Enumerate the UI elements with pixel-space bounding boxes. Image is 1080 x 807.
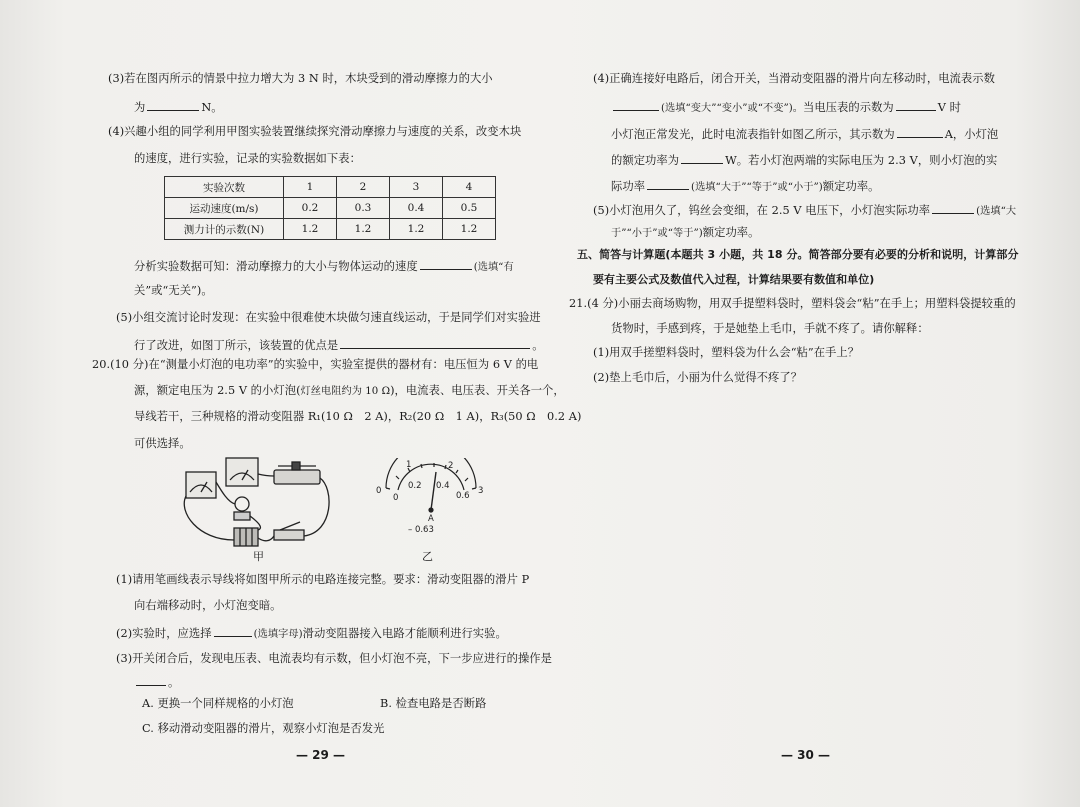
dial-terminals: – 0.63 (408, 525, 434, 535)
answer-blank (613, 99, 659, 111)
q19-4-line4: 关”或“无关”)。 (134, 284, 213, 297)
q20-line3: 导线若干，三种规格的滑动变阻器 R₁(10 Ω 2 A)，R₂(20 Ω 1 A)，R₃(50 Ω 0.2 A) (134, 410, 582, 423)
dial-label: 3 (478, 486, 484, 496)
dial-unit: A (428, 514, 434, 524)
q21-line1: 21.(4 分)小丽去商场购物，用双手提塑料袋时，塑料袋会“粘”在手上；用塑料袋提较重的 (569, 297, 1016, 310)
option-b: B. 检查电路是否断路 (380, 697, 487, 710)
option-a: A. 更换一个同样规格的小灯泡 (142, 697, 294, 710)
answer-blank (896, 99, 936, 111)
q20-1-line1: (1)请用笔画线表示导线将如图甲所示的电路连接完整。要求：滑动变阻器的滑片 P (116, 573, 530, 586)
q21-sub1: (1)用双手搓塑料袋时，塑料袋为什么会“粘”在手上？ (593, 346, 860, 359)
option-c: C. 移动滑动变阻器的滑片，观察小灯泡是否发光 (142, 722, 385, 735)
q20-4-line1: (4)正确连接好电路后，闭合开关，当滑动变阻器的滑片向左移动时，电流表示数 (593, 72, 995, 85)
dial-label: 0.2 (408, 481, 422, 491)
answer-blank (897, 126, 943, 138)
table-cell: 0.3 (337, 198, 390, 219)
q20-5-line1: (5)小灯泡用久了，钨丝会变细，在 2.5 V 电压下，小灯泡实际功率 (选填“大 (593, 204, 1017, 217)
table-cell: 1.2 (443, 219, 496, 240)
q19-5-line1: (5)小组交流讨论时发现：在实验中很难使木块做匀速直线运动，于是同学们对实验进 (116, 311, 541, 324)
table-cell: 实验次数 (165, 177, 284, 198)
figure-caption-jia: 甲 (253, 550, 264, 563)
page-number-right: — 30 — (781, 748, 831, 762)
q20-line1: 20.(10 分)在“测量小灯泡的电功率”的实验中，实验室提供的器材有：电压恒为 6 V 的电 (92, 358, 539, 371)
table-cell: 0.4 (390, 198, 443, 219)
q20-line2: 源，额定电压为 2.5 V 的小灯泡(灯丝电阻约为 10 Ω)，电流表、电压表、开关各一个， (134, 384, 565, 397)
q20-4-line4: 的额定功率为 W。若小灯泡两端的实际电压为 2.3 V，则小灯泡的实 (611, 154, 998, 167)
answer-blank (681, 152, 723, 164)
table-cell: 测力计的示数(N) (165, 219, 284, 240)
q19-4-line1: (4)兴趣小组的同学利用甲图实验装置继续探究滑动摩擦力与速度的关系，改变木块 (108, 125, 522, 138)
table-cell: 0.2 (284, 198, 337, 219)
q19-4-line2: 的速度，进行实验，记录的实验数据如下表： (134, 152, 361, 165)
q20-4-line5: 际功率 (选填“大于”“等于”或“小于”)额定功率。 (611, 180, 880, 193)
table-cell: 1.2 (390, 219, 443, 240)
table-cell: 3 (390, 177, 443, 198)
answer-blank (340, 337, 530, 349)
circuit-figure-jia (178, 452, 338, 552)
q20-1-line2: 向右端移动时，小灯泡变暗。 (134, 599, 282, 612)
table-cell: 1 (284, 177, 337, 198)
table-cell: 1.2 (284, 219, 337, 240)
q19-3-line1: (3)若在图丙所示的情景中拉力增大为 3 N 时，木块受到的滑动摩擦力的大小 (108, 72, 493, 85)
q19-4-line3: 分析实验数据可知：滑动摩擦力的大小与物体运动的速度 (选填“有 (134, 260, 514, 273)
q20-line4: 可供选择。 (134, 437, 191, 450)
table-cell: 0.5 (443, 198, 496, 219)
table-cell: 2 (337, 177, 390, 198)
q21-line2: 货物时，手感到疼，于是她垫上毛巾，手就不疼了。请你解释： (611, 322, 929, 335)
answer-blank (147, 99, 199, 111)
answer-blank (136, 674, 166, 686)
q20-4-line3: 小灯泡正常发光，此时电流表指针如图乙所示，其示数为 A，小灯泡 (611, 128, 999, 141)
answer-blank (214, 625, 252, 637)
q20-2-line: (2)实验时，应选择 (选填字母)滑动变阻器接入电路才能顺利进行实验。 (116, 627, 507, 640)
q20-3-line2: 。 (134, 674, 179, 690)
section-five-heading-cont: 要有主要公式及数值代入过程，计算结果要有数值和单位) (593, 273, 875, 286)
table-cell: 1.2 (337, 219, 390, 240)
page-number-left: — 29 — (296, 748, 346, 762)
answer-blank (420, 258, 472, 270)
table-cell: 4 (443, 177, 496, 198)
q20-3-line1: (3)开关闭合后，发现电压表、电流表均有示数，但小灯泡不亮，下一步应进行的操作是 (116, 652, 552, 665)
ammeter-dial-figure (376, 458, 486, 538)
table-row (165, 198, 496, 219)
dial-label: 0.4 (436, 481, 450, 491)
figure-caption-yi: 乙 (422, 550, 433, 563)
table-row (165, 177, 496, 198)
dial-label: 1 (406, 460, 412, 470)
q19-5-line2: 行了改进，如图丁所示，该装置的优点是 。 (134, 339, 544, 352)
dial-label: 2 (448, 461, 454, 471)
data-table (164, 176, 496, 240)
answer-blank (932, 202, 974, 214)
section-five-heading: 五、简答与计算题(本题共 3 小题，共 18 分。简答部分要有必要的分析和说明，计算部分 (577, 248, 1019, 261)
dial-label: 0 (376, 486, 382, 496)
table-cell: 运动速度(m/s) (165, 198, 284, 219)
dial-label: 0 (393, 493, 399, 503)
q20-5-line2: 于”“小于”或“等于”)额定功率。 (611, 226, 760, 239)
dial-label: 0.6 (456, 491, 470, 501)
table-row (165, 219, 496, 240)
q21-sub2: (2)垫上毛巾后，小丽为什么觉得不疼了？ (593, 371, 803, 384)
q19-3-line2: 为 N。 (134, 101, 223, 114)
answer-blank (647, 178, 689, 190)
q20-4-line2: (选填“变大”“变小”或“不变”)。当电压表的示数为 V 时 (611, 99, 961, 116)
